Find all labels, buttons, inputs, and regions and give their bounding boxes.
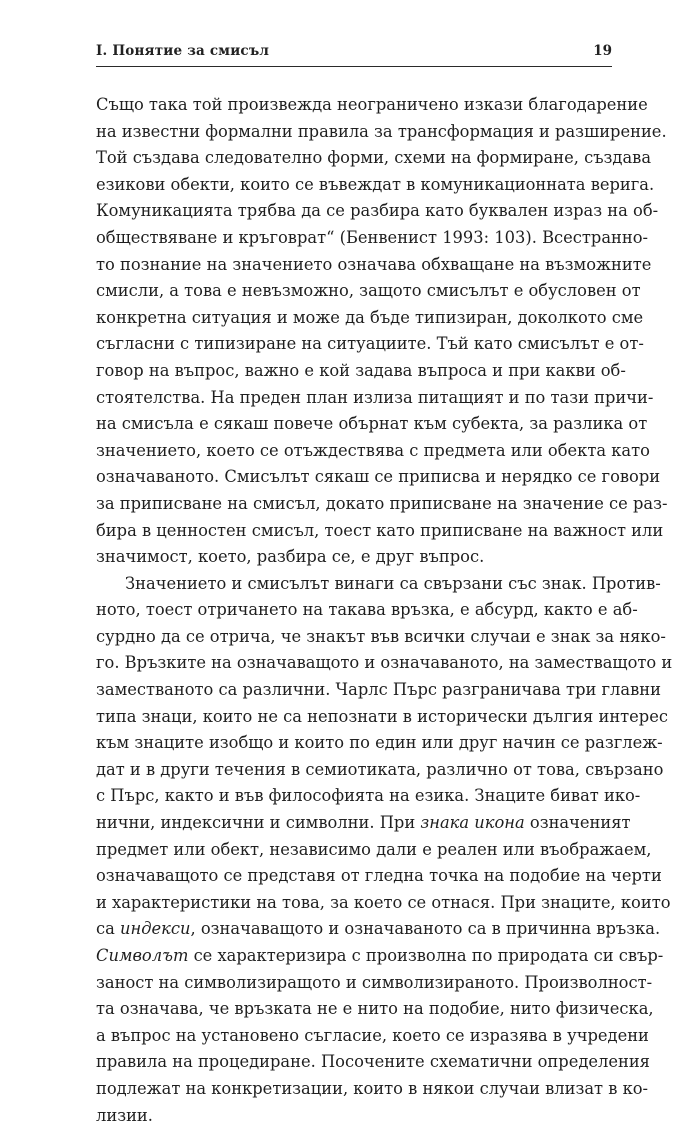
text-segment: смисли, а това е невъзможно, защото смисълът е обусловен от [96, 281, 641, 301]
text-segment: , означаващото и означаваното са в причинна връзка. [190, 919, 661, 939]
text-line [96, 331, 644, 358]
text-line [96, 916, 661, 943]
text-segment: означаващото се представя от гледна точка на подобие на черти [96, 866, 662, 886]
text-line [96, 704, 668, 731]
text-segment: означеният [524, 813, 631, 833]
text-line [96, 677, 661, 704]
text-segment: Комуникацията трябва да се разбира като буквален израз на об- [96, 201, 659, 221]
text-segment: Значението и смисълът винаги са свързани със знак. Против- [125, 573, 661, 593]
text-line [96, 92, 648, 119]
text-line [96, 278, 641, 305]
text-line [96, 837, 652, 864]
text-line [96, 783, 641, 810]
text-segment: към знаците изобщо и които по един или друг начин се разглеж- [96, 733, 663, 753]
text-segment: правила на процедиране. Посочените схематични определения [96, 1052, 650, 1072]
body-text [96, 92, 673, 1129]
text-line [96, 624, 666, 651]
text-segment: означаваното. Смисълът сякаш се приписва и нерядко се говори [96, 467, 661, 487]
text-line [96, 1076, 649, 1103]
text-line [96, 225, 649, 252]
text-line [96, 996, 654, 1023]
text-segment: езикови обекти, които се въвеждат в комуникационната верига. [96, 174, 655, 194]
text-line [96, 890, 671, 917]
text-segment: заност на символизиращото и символизираното. Произволност- [96, 972, 653, 992]
text-segment: се характеризира с произволна по природата си свър- [188, 946, 664, 965]
text-segment: с Пърс, както и във философията на езика. Знаците биват ико- [96, 786, 641, 806]
text-segment: то познание на значението означава обхващане на възможните [96, 254, 652, 274]
text-segment: типа знаци, които не са непознати в исторически дългия интерес [96, 706, 668, 726]
text-segment: значимост, което, разбира се, е друг въпрос. [96, 547, 485, 567]
text-segment: ното, тоест отричането на такава връзка, е абсурд, както е аб- [96, 600, 638, 620]
text-line [96, 518, 664, 545]
text-line [96, 571, 661, 598]
text-segment: дат и в други течения в семиотиката, различно от това, свързано [96, 759, 664, 779]
text-line [96, 970, 653, 997]
text-segment: Той създава следователно форми, схеми на формиране, създава [96, 148, 652, 168]
text-segment: го. Връзките на означаващото и означаваното, на заместващото и [96, 653, 673, 673]
text-line [96, 305, 644, 332]
text-line [96, 544, 613, 571]
text-segment: сурдно да се отрича, че знакът във всички случаи е знак за някo- [96, 626, 666, 646]
running-header [96, 40, 612, 67]
text-segment: на известни формални правила за трансформация и разширение. [96, 121, 667, 141]
text-line [96, 1023, 649, 1050]
text-segment: значението, което се отъждествява с предмета или обекта като [96, 440, 650, 460]
text-segment: бира в ценностен смисъл, тоест като приписване на важност или [96, 520, 664, 540]
text-segment: предмет или обект, независимо дали е реален или въображаем, [96, 839, 652, 859]
text-segment: обществяване и кръговрат“ (Бенвенист 1993: 103). Всестранно- [96, 227, 649, 247]
text-line [96, 464, 661, 491]
running-title: I. Понятие за смисъл [96, 43, 270, 59]
text-line [96, 491, 668, 518]
text-line [96, 358, 626, 385]
text-line [96, 438, 650, 465]
italic-term: индекси [120, 919, 191, 939]
text-line [96, 863, 662, 890]
text-segment: подлежат на конкретизации, които в някои случаи влизат в ко- [96, 1078, 649, 1098]
text-line [96, 730, 663, 757]
text-line [96, 119, 667, 146]
text-line [96, 943, 664, 970]
text-segment: конкретна ситуация и може да бъде типизиран, доколкото сме [96, 307, 644, 327]
text-segment: са [96, 919, 121, 939]
text-segment: лизии. [96, 1105, 153, 1125]
text-line [96, 1103, 613, 1129]
page-number: 19 [593, 43, 612, 59]
text-segment: за приписване на смисъл, докато приписване на значение се раз- [96, 493, 668, 513]
text-line [96, 411, 648, 438]
text-line [96, 252, 652, 279]
text-line [96, 1049, 650, 1076]
italic-term: Символът [96, 946, 189, 965]
text-segment: стоятелства. На преден план излиза питащият и по тази причи- [96, 387, 654, 407]
text-segment: а въпрос на установено съгласие, което се изразява в учредени [96, 1025, 649, 1045]
text-line [96, 172, 655, 199]
text-line [96, 810, 631, 837]
text-line [96, 757, 664, 784]
text-segment: и характеристики на това, за което се отнася. При знаците, които [96, 892, 671, 912]
text-segment: Също така той произвежда неограничено изкази благодарение [96, 95, 648, 114]
text-segment: говор на въпрос, важно е кой задава въпроса и при какви об- [96, 360, 626, 380]
text-line [96, 145, 652, 172]
text-segment: съгласни с типизиране на ситуациите. Тъй като смисълът е от- [96, 334, 644, 354]
text-segment: нични, индексични и символни. При [96, 813, 421, 833]
text-segment: на смисъла е сякаш повече обърнат към субекта, за разлика от [96, 414, 648, 434]
text-line [96, 198, 659, 225]
text-line [96, 597, 638, 624]
text-segment: заместваното са различни. Чарлс Пърс разграничава три главни [96, 680, 661, 700]
italic-term: знака икона [420, 813, 525, 833]
text-segment: та означава, че връзката не е нито на подобие, нито физическа, [96, 999, 654, 1019]
text-line [96, 650, 673, 677]
text-line [96, 385, 654, 412]
